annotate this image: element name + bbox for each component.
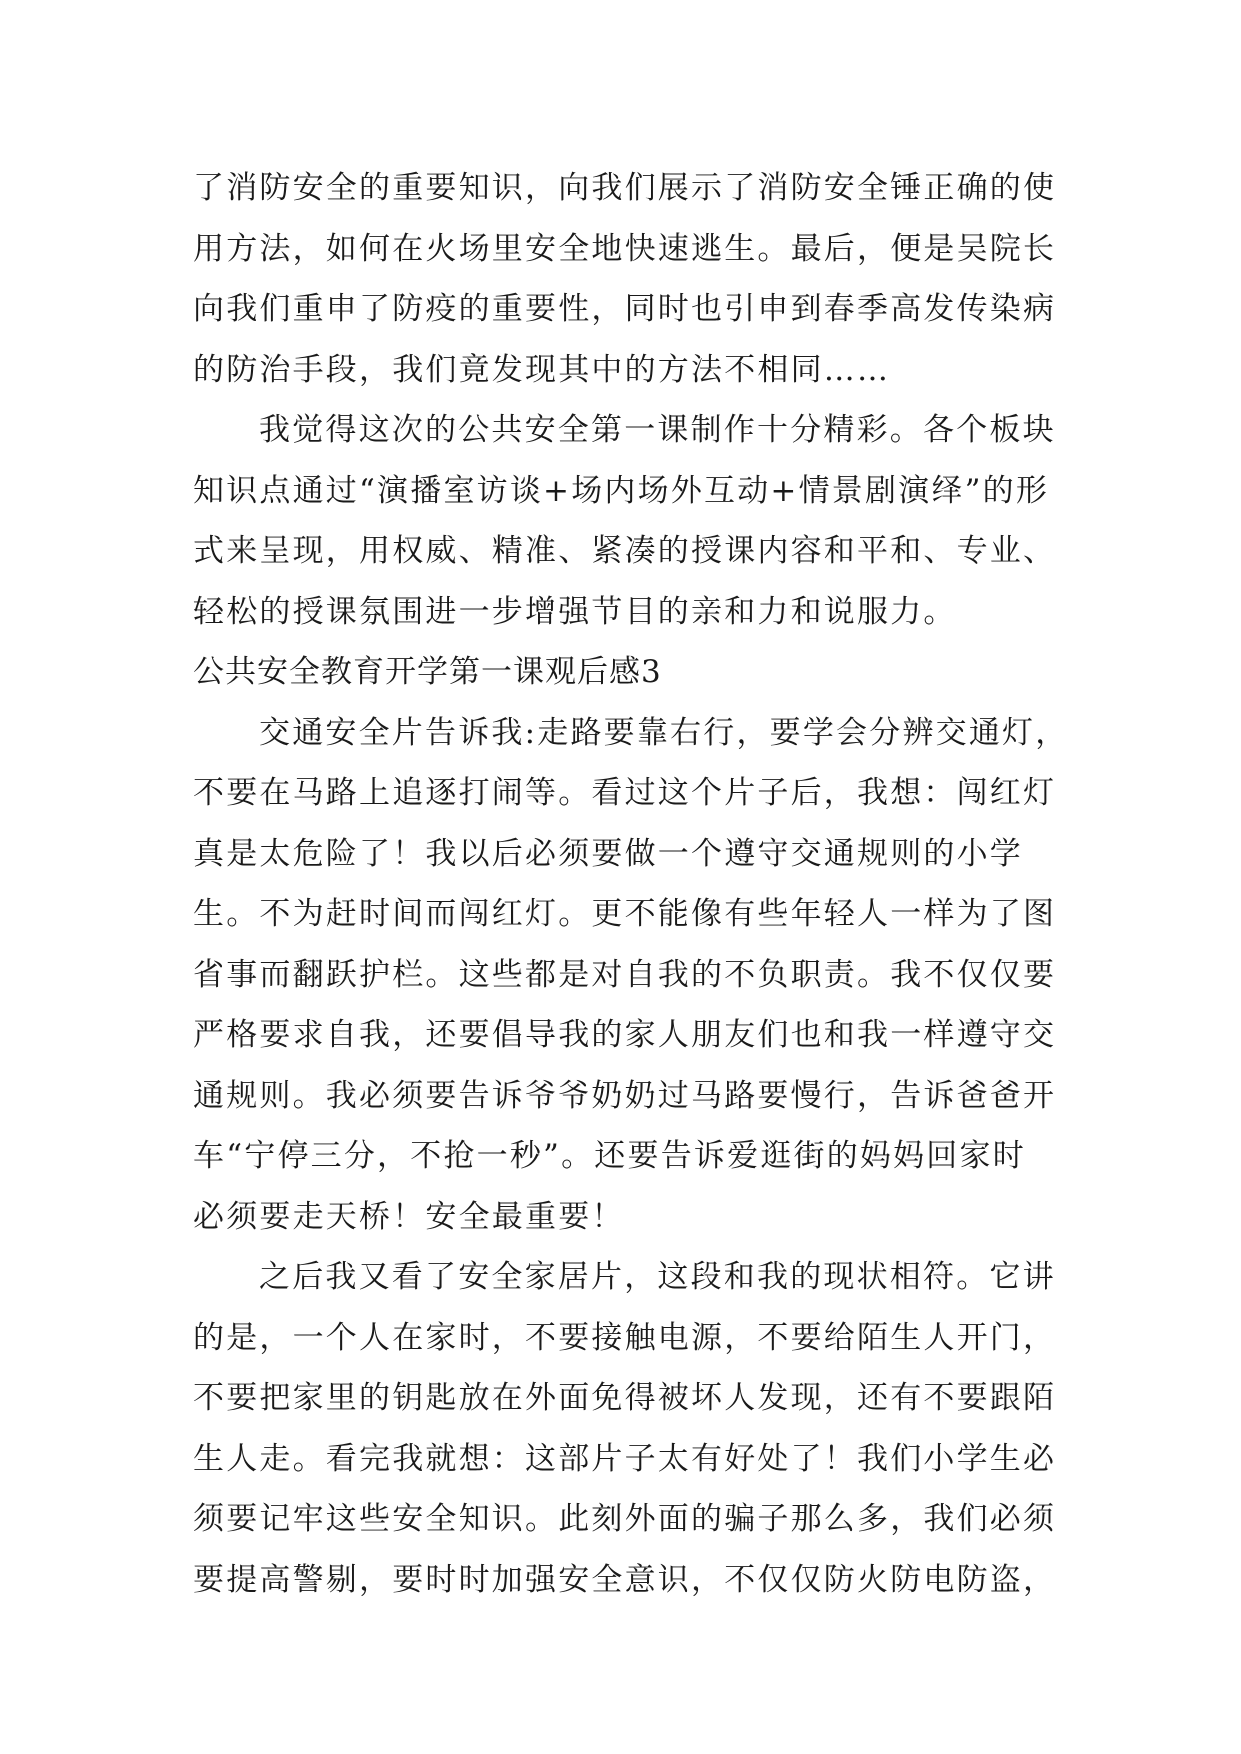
section-heading: 公共安全教育开学第一课观后感3 xyxy=(193,654,662,690)
text-line: 必须要走天桥！安全最重要！ xyxy=(193,1198,625,1235)
text-line: 生。不为赶时间而闯红灯。更不能像有些年轻人一样为了图 xyxy=(193,896,1057,932)
text-line: 式来呈现，用权威、精准、紧凑的授课内容和平和、专业、 xyxy=(193,533,1057,569)
paragraph-fire-safety xyxy=(193,158,1073,400)
text-line: 用方法，如何在火场里安全地快速逃生。最后，便是吴院长 xyxy=(193,230,1057,267)
text-line: 的是，一个人在家时，不要接触电源，不要给陌生人开门， xyxy=(193,1319,1057,1356)
paragraph-home-safety xyxy=(193,1247,1073,1610)
document-body xyxy=(193,158,1073,1610)
text-line-indented: 交通安全片告诉我:走路要靠右行，要学会分辨交通灯， xyxy=(259,714,1069,751)
paragraph-traffic-safety xyxy=(193,703,1073,1248)
text-line: 知识点通过“演播室访谈+场内场外互动+情景剧演绎”的形 xyxy=(193,472,1050,509)
text-line: 不要在马路上追逐打闹等。看过这个片子后，我想：闯红灯 xyxy=(193,775,1057,811)
text-line-indented: 我觉得这次的公共安全第一课制作十分精彩。各个板块 xyxy=(259,412,1056,448)
text-line: 要提高警剔，要时时加强安全意识，不仅仅防火防电防盗， xyxy=(193,1561,1057,1598)
text-line: 轻松的授课氛围进一步增强节目的亲和力和说服力。 xyxy=(193,593,957,630)
text-line: 车“宁停三分，不抢一秒”。还要告诉爱逛街的妈妈回家时 xyxy=(193,1138,1026,1174)
text-line: 生人走。看完我就想：这部片子太有好处了！我们小学生必 xyxy=(193,1440,1057,1477)
text-line: 不要把家里的钥匙放在外面免得被坏人发现，还有不要跟陌 xyxy=(193,1380,1057,1416)
text-line: 真是太危险了！我以后必须要做一个遵守交通规则的小学 xyxy=(193,835,1023,872)
text-line: 通规则。我必须要告诉爷爷奶奶过马路要慢行，告诉爸爸开 xyxy=(193,1077,1057,1114)
text-line: 的防治手段，我们竟发现其中的方法不相同…… xyxy=(193,351,891,388)
text-line-indented: 之后我又看了安全家居片，这段和我的现状相符。它讲 xyxy=(259,1259,1056,1295)
text-line: 须要记牢这些安全知识。此刻外面的骗子那么多，我们必须 xyxy=(193,1501,1057,1537)
text-line: 向我们重申了防疫的重要性，同时也引申到春季高发传染病 xyxy=(193,291,1057,327)
text-line: 严格要求自我，还要倡导我的家人朋友们也和我一样遵守交 xyxy=(193,1017,1057,1053)
text-line: 了消防安全的重要知识，向我们展示了消防安全锤正确的使 xyxy=(193,170,1057,206)
text-line: 省事而翻跃护栏。这些都是对自我的不负职责。我不仅仅要 xyxy=(193,956,1057,993)
paragraph-opinion xyxy=(193,400,1073,642)
